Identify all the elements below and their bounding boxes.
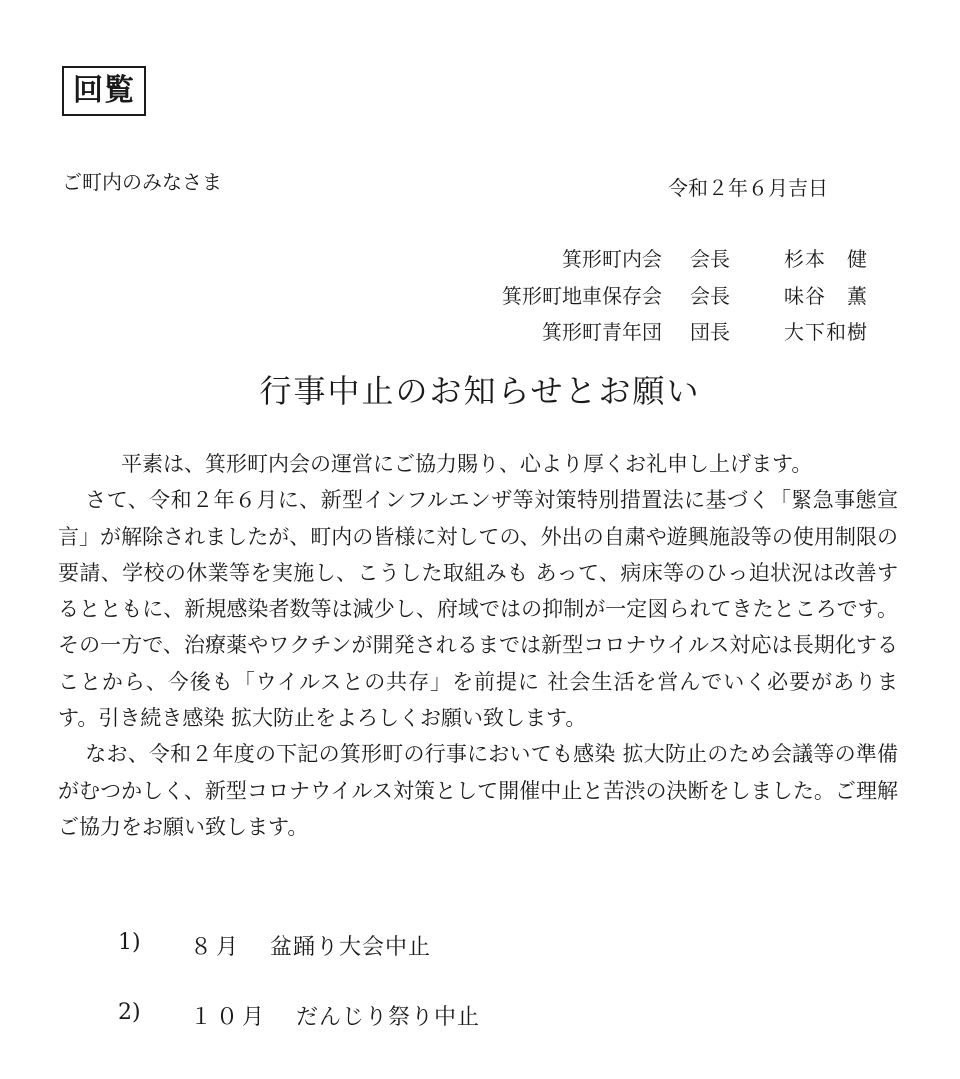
issue-date: 令和２年６月吉日	[668, 176, 828, 200]
sender-list	[0, 0, 960, 360]
sender-role: 団長	[690, 320, 730, 344]
sender-name: 杉本 健	[784, 247, 868, 271]
event-month: ８月	[190, 935, 243, 960]
body-paragraph: さて、令和２年６月に、新型インフルエンザ等対策特別措置法に基づく「緊急事態宣言」が解除されましたが、町内の皆様に対しての、外出の自粛や遊興施設等の使用制限の要請、学校の休業等を実施し、こうした取組みも あって、病床等のひっ迫状況は改善するとともに、新規感染者数等は減少し、府域ではの抑制が一定図られてきたところです。その一方で、治療薬やワクチンが開発されるまでは新型コロナウイルス対応は長期化することから、今後も「ウイルスとの共存」を前提に 社会生活を営んでいく必要があります。引き続き感染 拡大防止をよろしくお願い致します。	[58, 488, 899, 731]
addressee: ご町内のみなさま	[62, 170, 222, 194]
event-number: 1)	[118, 930, 141, 955]
body-paragraph: なお、令和２年度の下記の箕形町の行事においても感染 拡大防止のため会議等の準備がむつかしく、新型コロナウイルス対策として開催中止と苦渋の決断をしました。ご理解ご協力をお願い致します。	[58, 742, 898, 839]
sender-org: 箕形町地車保存会	[502, 284, 662, 308]
event-number: 2)	[118, 1000, 141, 1025]
body-paragraph: 平素は、箕形町内会の運営にご協力賜り、心より厚くお礼申し上げます。	[121, 452, 813, 476]
sender-role: 会長	[690, 247, 730, 271]
kairan-badge: 回覧	[62, 66, 146, 116]
document-title: 行事中止のお知らせとお願い	[259, 372, 701, 410]
sender-name: 大下和樹	[784, 320, 868, 344]
event-description: だんじり祭り中止	[296, 1005, 481, 1030]
sender-name: 味谷 薫	[784, 284, 868, 308]
sender-role: 会長	[690, 284, 730, 308]
sender-org: 箕形町内会	[562, 247, 662, 271]
event-description: 盆踊り大会中止	[270, 935, 432, 960]
event-month: １０月	[190, 1005, 269, 1030]
body-text	[58, 446, 898, 845]
sender-org: 箕形町青年団	[542, 320, 662, 344]
